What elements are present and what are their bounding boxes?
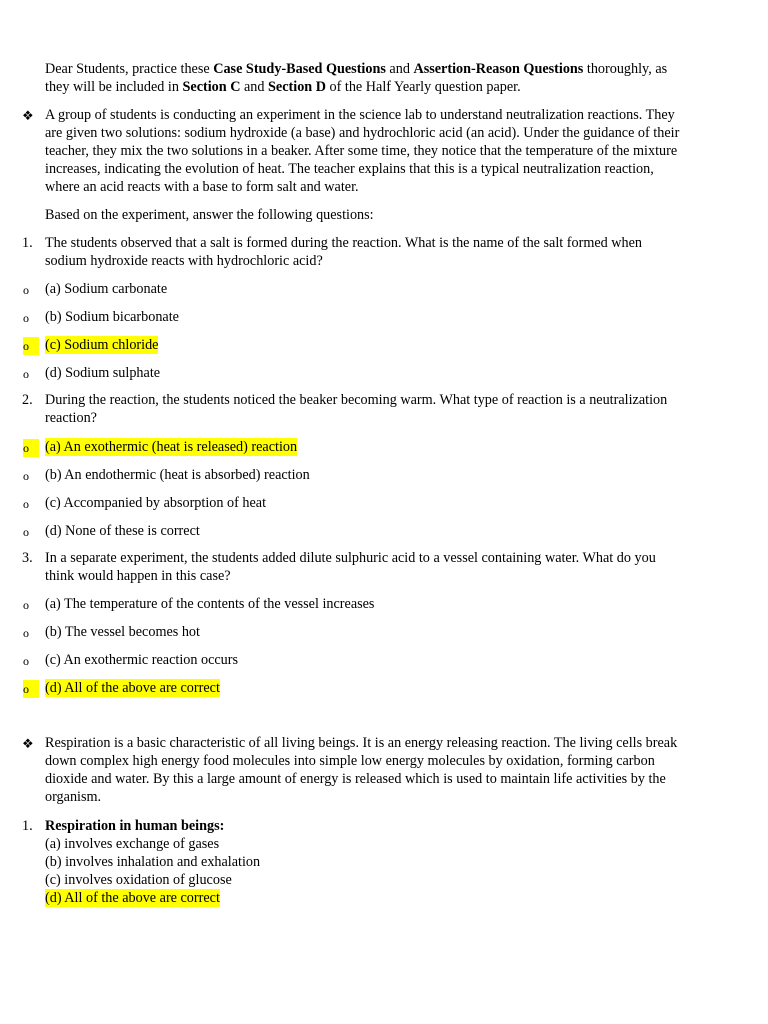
case2-paragraph-line: dioxide and water. By this a large amount of energy is released which is used to maintain life activities by the — [45, 771, 666, 787]
option-bullet-icon: o — [23, 680, 39, 698]
question-number: 1. — [22, 235, 33, 251]
intro-text: of the Half Yearly question paper. — [325, 79, 521, 95]
intro-text: and — [240, 79, 269, 95]
question-title — [45, 817, 224, 835]
option-text-correct-highlighted: (a) An exothermic (heat is released) reaction — [45, 439, 298, 455]
intro-bold-case-study: Case Study-Based Questions — [213, 61, 386, 77]
option-text-correct-highlighted: (d) All of the above are correct — [45, 890, 220, 906]
intro-text: thoroughly, as — [583, 61, 668, 77]
option-text: (c) Accompanied by absorption of heat — [45, 495, 267, 511]
option-bullet-icon: o — [23, 311, 29, 325]
option-bullet-icon: o — [23, 598, 29, 612]
option-text: (b) Sodium bicarbonate — [45, 309, 179, 325]
question-text-line: In a separate experiment, the students added dilute sulphuric acid to a vessel containing water. What do you — [45, 550, 656, 566]
case1-prompt: Based on the experiment, answer the following questions: — [45, 207, 374, 223]
option-text: (a) Sodium carbonate — [45, 281, 168, 297]
option-text: (b) The vessel becomes hot — [45, 624, 200, 640]
option-text: (c) An exothermic reaction occurs — [45, 652, 239, 668]
option-text: (b) involves inhalation and exhalation — [45, 854, 261, 870]
intro-bold-section-c: Section C — [182, 79, 241, 95]
option-bullet-icon: o — [23, 283, 29, 297]
question-number: 1. — [22, 818, 33, 834]
option-bullet-icon: o — [23, 337, 39, 355]
intro-text: they will be included in — [45, 79, 183, 95]
intro-line-1 — [45, 60, 667, 78]
question-number: 3. — [22, 550, 33, 566]
option-bullet-icon: o — [23, 626, 29, 640]
intro-bold-assertion: Assertion-Reason Questions — [413, 61, 584, 77]
option-text: (d) None of these is correct — [45, 523, 200, 539]
option-bullet-icon: o — [23, 525, 29, 539]
question-text-line: think would happen in this case? — [45, 568, 231, 584]
option-text: (a) The temperature of the contents of the vessel increases — [45, 596, 375, 612]
intro-text: and — [385, 61, 414, 77]
question-text-line: reaction? — [45, 410, 97, 426]
question-title-bold: Respiration in human beings: — [45, 818, 225, 834]
option-bullet-icon: o — [23, 367, 29, 381]
question-text-line: During the reaction, the students noticed the beaker becoming warm. What type of reaction is a neutralization — [45, 392, 668, 408]
option-bullet-icon: o — [23, 439, 39, 457]
case2-paragraph-line: down complex high energy food molecules into simple low energy molecules by oxidation, forming carbon — [45, 753, 655, 769]
diamond-bullet-icon: ❖ — [22, 736, 34, 751]
case1-paragraph-line: teacher, they mix the two solutions in a beaker. After some time, they notice that the temperature of the mixture — [45, 143, 678, 159]
case1-paragraph-line: A group of students is conducting an experiment in the science lab to understand neutralization reactions. They — [45, 107, 675, 123]
option-text: (b) An endothermic (heat is absorbed) reaction — [45, 467, 310, 483]
case2-paragraph-line: organism. — [45, 789, 102, 805]
option-bullet-icon: o — [23, 497, 29, 511]
diamond-bullet-icon: ❖ — [22, 108, 34, 123]
intro-text: Dear Students, practice these — [45, 61, 214, 77]
option-text-correct-highlighted: (d) All of the above are correct — [45, 680, 220, 696]
option-text: (d) Sodium sulphate — [45, 365, 161, 381]
question-number: 2. — [22, 392, 33, 408]
option-bullet-icon: o — [23, 654, 29, 668]
case2-paragraph-line: Respiration is a basic characteristic of all living beings. It is an energy releasing reaction. The living cells break — [45, 735, 678, 751]
intro-bold-section-d: Section D — [268, 79, 326, 95]
case1-paragraph-line: where an acid reacts with a base to form salt and water. — [45, 179, 359, 195]
case1-paragraph-line: increases, indicating the evolution of heat. The teacher explains that this is a typical neutralization reaction, — [45, 161, 654, 177]
option-text-correct-highlighted: (c) Sodium chloride — [45, 337, 159, 353]
option-bullet-icon: o — [23, 469, 29, 483]
question-text-line: sodium hydroxide reacts with hydrochloric acid? — [45, 253, 323, 269]
question-text-line: The students observed that a salt is formed during the reaction. What is the name of the salt formed when — [45, 235, 643, 251]
intro-line-2 — [45, 78, 521, 96]
option-text: (c) involves oxidation of glucose — [45, 872, 232, 888]
option-text: (a) involves exchange of gases — [45, 836, 220, 852]
case1-paragraph-line: are given two solutions: sodium hydroxide (a base) and hydrochloric acid (an acid). Under the guidance of their — [45, 125, 680, 141]
